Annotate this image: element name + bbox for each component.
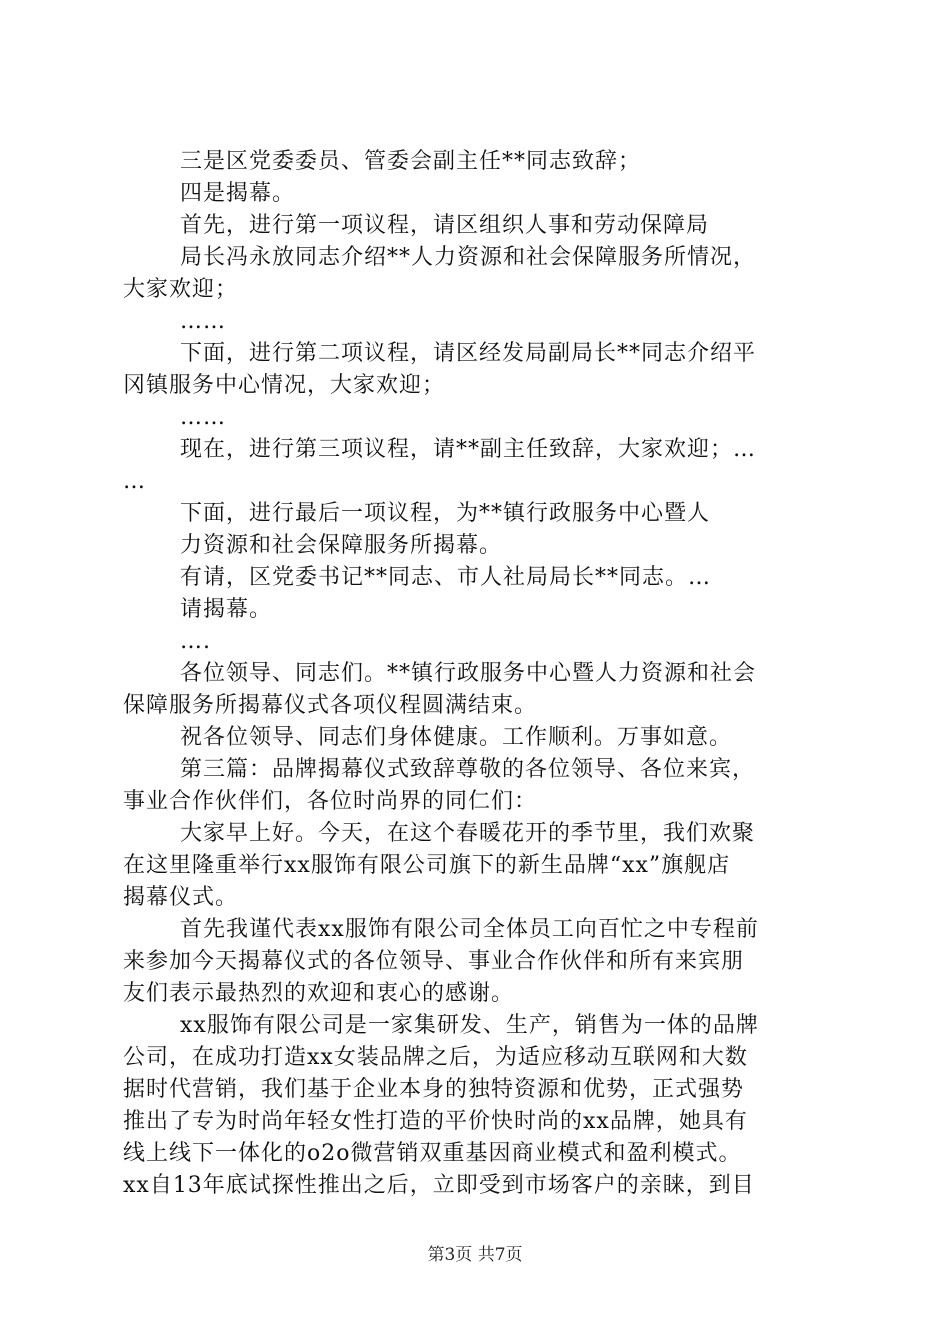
text-line: …… — [180, 309, 226, 334]
text-line: 来参加今天揭幕仪式的各位领导、事业合作伙伴和所有来宾朋 — [123, 949, 745, 974]
text-line: 大家欢迎； — [123, 277, 239, 302]
text-line: 请揭幕。 — [180, 597, 273, 622]
text-line: 据时代营销，我们基于企业本身的独特资源和优势，正式强势 — [123, 1077, 745, 1102]
text-line: 有请，区党委书记**同志、市人社局局长**同志。… — [180, 565, 712, 590]
text-line: 冈镇服务中心情况，大家欢迎； — [123, 373, 446, 398]
text-line: 推出了专为时尚年轻女性打造的平价快时尚的xx品牌，她具有 — [123, 1109, 748, 1134]
text-line: 公司，在成功打造xx女装品牌之后，为适应移动互联网和大数 — [123, 1045, 748, 1070]
text-line: 三是区党委委员、管委会副主任**同志致辞； — [180, 149, 642, 174]
text-line: 在这里隆重举行xx服饰有限公司旗下的新生品牌“xx”旗舰店 — [123, 853, 731, 878]
text-line: 局长冯永放同志介绍**人力资源和社会保障服务所情况， — [180, 245, 757, 270]
text-line: 友们表示最热烈的欢迎和衷心的感谢。 — [123, 981, 515, 1006]
text-line: …… — [180, 405, 226, 430]
text-line: 事业合作伙伴们，各位时尚界的同仁们： — [123, 789, 538, 814]
text-line: 力资源和社会保障服务所揭幕。 — [180, 533, 503, 558]
page-footer: 第3页 共7页 — [427, 1245, 523, 1265]
text-line: 祝各位领导、同志们身体健康。工作顺利。万事如意。 — [180, 725, 733, 750]
text-line: 揭幕仪式。 — [123, 885, 239, 910]
text-line: 第三篇：品牌揭幕仪式致辞尊敬的各位领导、各位来宾， — [180, 757, 756, 782]
text-line: …. — [180, 629, 211, 654]
text-line: xx自13年底试探性推出之后，立即受到市场客户的亲睐，到目 — [123, 1173, 755, 1198]
text-line: xx服饰有限公司是一家集研发、生产，销售为一体的品牌 — [180, 1013, 759, 1038]
document-body — [123, 146, 833, 1202]
text-line: … — [123, 469, 146, 494]
text-line: 大家早上好。今天，在这个春暖花开的季节里，我们欢聚 — [180, 821, 756, 846]
text-line: 各位领导、同志们。**镇行政服务中心暨人力资源和社会 — [180, 661, 757, 686]
text-line: 首先，进行第一项议程，请区组织人事和劳动保障局 — [180, 213, 710, 238]
text-line: 保障服务所揭幕仪式各项仪程圆满结束。 — [123, 693, 538, 718]
text-line: 现在，进行第三项议程，请**副主任致辞，大家欢迎；… — [180, 437, 757, 462]
text-line: 线上线下一体化的o2o微营销双重基因商业模式和盈利模式。 — [123, 1141, 742, 1166]
text-line: 下面，进行第二项议程，请区经发局副局长**同志介绍平 — [180, 341, 757, 366]
text-line: 首先我谨代表xx服饰有限公司全体员工向百忙之中专程前 — [180, 917, 759, 942]
text-line: 下面，进行最后一项议程，为**镇行政服务中心暨人 — [180, 501, 711, 526]
text-line: 四是揭幕。 — [180, 181, 296, 206]
